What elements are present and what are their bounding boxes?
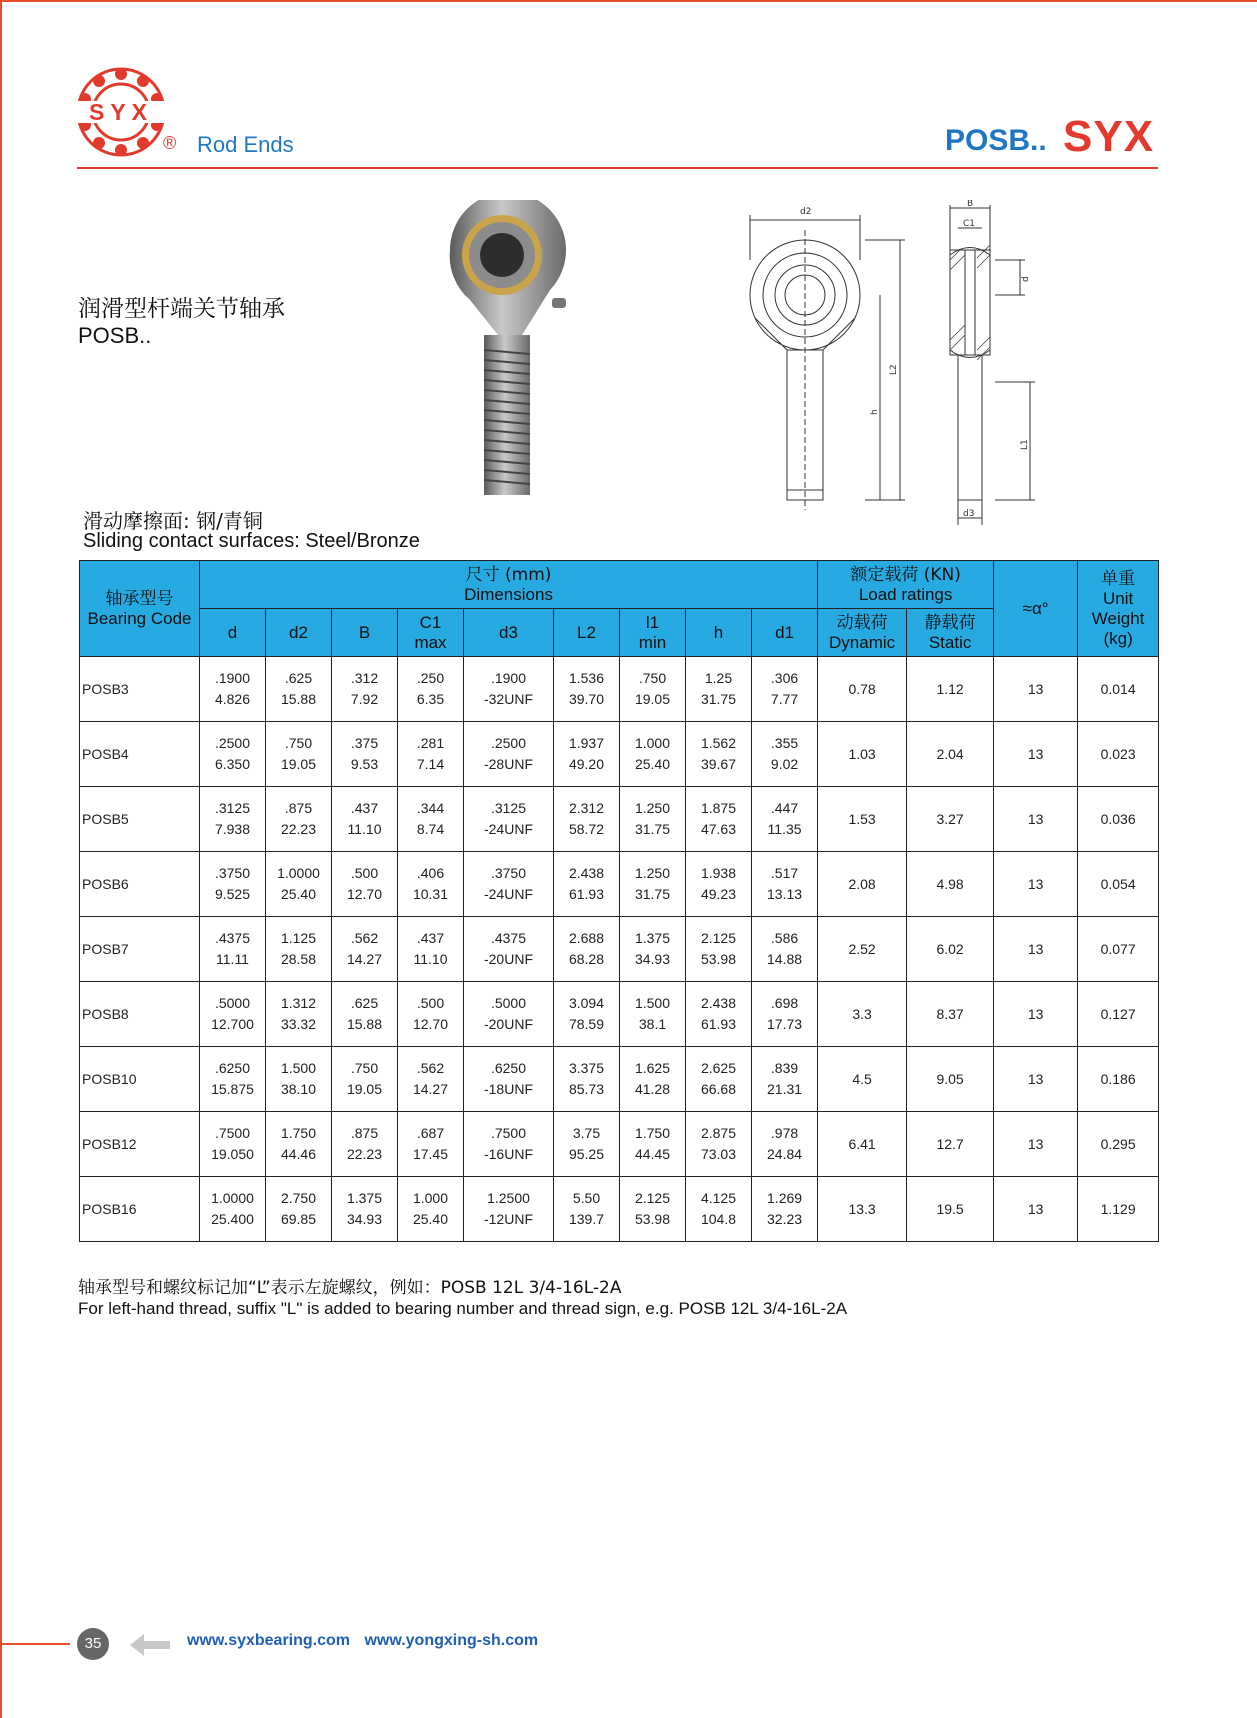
header-dynamic: 动载荷 Dynamic [818, 609, 907, 657]
cell-C1: .562 14.27 [398, 1047, 464, 1112]
cell-C1: .500 12.70 [398, 982, 464, 1047]
cell-d2: 1.0000 25.40 [266, 852, 332, 917]
svg-text:SYX: SYX [88, 99, 154, 125]
cell-d2: 1.125 28.58 [266, 917, 332, 982]
cell-weight: 0.054 [1078, 852, 1159, 917]
label-L1: L1 [1020, 439, 1030, 450]
table-row [80, 657, 1159, 722]
page-number: 35 [77, 1628, 109, 1660]
cell-d2: .875 22.23 [266, 787, 332, 852]
cell-h: 2.125 53.98 [686, 917, 752, 982]
cell-L2: 5.50 139.7 [554, 1177, 620, 1242]
website-link-yongxing[interactable]: www.yongxing-sh.com [364, 1632, 539, 1649]
bearing-code-cell: POSB6 [80, 852, 200, 917]
cell-h: 1.562 39.67 [686, 722, 752, 787]
cell-d3: .3125 -24UNF [464, 787, 554, 852]
cell-d1: .698 17.73 [752, 982, 818, 1047]
cell-stat: 8.37 [907, 982, 994, 1047]
cell-d1: .978 24.84 [752, 1112, 818, 1177]
cell-B: .375 9.53 [332, 722, 398, 787]
table-row [80, 787, 1159, 852]
product-title-en: POSB.. [78, 323, 152, 348]
cell-h: 1.875 47.63 [686, 787, 752, 852]
cell-d1: .517 13.13 [752, 852, 818, 917]
cell-stat: 19.5 [907, 1177, 994, 1242]
footer-rule [0, 1643, 70, 1645]
cell-dyn: 6.41 [818, 1112, 907, 1177]
cell-d2: 2.750 69.85 [266, 1177, 332, 1242]
cell-dyn: 4.5 [818, 1047, 907, 1112]
technical-drawing [745, 200, 1055, 530]
cell-L2: 2.688 68.28 [554, 917, 620, 982]
contact-surface-cn: 滑动摩擦面: 钢/青铜 [83, 509, 263, 533]
registered-mark: ® [163, 133, 177, 153]
bearing-code-cell: POSB12 [80, 1112, 200, 1177]
cell-stat: 1.12 [907, 657, 994, 722]
cell-d: .1900 4.826 [200, 657, 266, 722]
cell-d1: .447 11.35 [752, 787, 818, 852]
bearing-code-cell: POSB4 [80, 722, 200, 787]
header-h: h [686, 609, 752, 657]
cell-d3: 1.2500 -12UNF [464, 1177, 554, 1242]
contact-surface-en: Sliding contact surfaces: Steel/Bronze [83, 530, 420, 552]
cell-dyn: 2.52 [818, 917, 907, 982]
cell-d3: .1900 -32UNF [464, 657, 554, 722]
cell-stat: 4.98 [907, 852, 994, 917]
cell-B: 1.375 34.93 [332, 1177, 398, 1242]
cell-L2: 1.536 39.70 [554, 657, 620, 722]
header-d: d [200, 609, 266, 657]
cell-l1: 1.375 34.93 [620, 917, 686, 982]
header-weight: 单重 Unit Weight (kg) [1078, 561, 1159, 657]
header-alpha: ≈α° [994, 561, 1078, 657]
cell-L2: 2.438 61.93 [554, 852, 620, 917]
cell-d: 1.0000 25.400 [200, 1177, 266, 1242]
header-static: 静载荷 Static [907, 609, 994, 657]
cell-stat: 12.7 [907, 1112, 994, 1177]
header-bearing-code: 轴承型号 Bearing Code [80, 561, 200, 657]
cell-weight: 1.129 [1078, 1177, 1159, 1242]
table-row [80, 722, 1159, 787]
cell-alpha: 13 [994, 722, 1078, 787]
header-d1: d1 [752, 609, 818, 657]
cell-d: .5000 12.700 [200, 982, 266, 1047]
cell-d1: .839 21.31 [752, 1047, 818, 1112]
left-hand-note-cn: 轴承型号和螺纹标记加“L”表示左旋螺纹，例如：POSB 12L 3/4-16L-2A [78, 1278, 622, 1298]
cell-d3: .5000 -20UNF [464, 982, 554, 1047]
cell-weight: 0.036 [1078, 787, 1159, 852]
bearing-code-cell: POSB8 [80, 982, 200, 1047]
cell-d1: .586 14.88 [752, 917, 818, 982]
footer-urls [187, 1632, 548, 1650]
label-d3: d3 [963, 509, 975, 519]
cell-alpha: 13 [994, 1177, 1078, 1242]
cell-d3: .2500 -28UNF [464, 722, 554, 787]
cell-d3: .7500 -16UNF [464, 1112, 554, 1177]
cell-B: .875 22.23 [332, 1112, 398, 1177]
cell-d: .7500 19.050 [200, 1112, 266, 1177]
spec-table [79, 560, 1159, 1242]
cell-l1: 1.000 25.40 [620, 722, 686, 787]
cell-C1: .437 11.10 [398, 917, 464, 982]
label-C1: C1 [963, 219, 976, 229]
cell-d1: .306 7.77 [752, 657, 818, 722]
cell-l1: 1.250 31.75 [620, 852, 686, 917]
cell-C1: .250 6.35 [398, 657, 464, 722]
cell-d1: 1.269 32.23 [752, 1177, 818, 1242]
cell-alpha: 13 [994, 917, 1078, 982]
cell-d: .2500 6.350 [200, 722, 266, 787]
cell-d2: 1.500 38.10 [266, 1047, 332, 1112]
cell-weight: 0.014 [1078, 657, 1159, 722]
cell-B: .437 11.10 [332, 787, 398, 852]
cell-d: .4375 11.11 [200, 917, 266, 982]
cell-B: .312 7.92 [332, 657, 398, 722]
cell-d1: .355 9.02 [752, 722, 818, 787]
cell-l1: 2.125 53.98 [620, 1177, 686, 1242]
header-d3: d3 [464, 609, 554, 657]
cell-B: .562 14.27 [332, 917, 398, 982]
bearing-code-cell: POSB5 [80, 787, 200, 852]
table-row [80, 982, 1159, 1047]
cell-d: .3125 7.938 [200, 787, 266, 852]
cell-dyn: 13.3 [818, 1177, 907, 1242]
cell-L2: 3.375 85.73 [554, 1047, 620, 1112]
section-title: Rod Ends [197, 132, 294, 157]
cell-dyn: 3.3 [818, 982, 907, 1047]
left-border [0, 0, 2, 1718]
cell-d2: 1.750 44.46 [266, 1112, 332, 1177]
left-hand-note-en: For left-hand thread, suffix "L" is added to bearing number and thread sign, e.g. POSB 12L 3/4-16L-2A [78, 1299, 848, 1318]
cell-B: .625 15.88 [332, 982, 398, 1047]
bearing-code-cell: POSB3 [80, 657, 200, 722]
cell-alpha: 13 [994, 982, 1078, 1047]
cell-dyn: 2.08 [818, 852, 907, 917]
product-title-cn: 润滑型杆端关节轴承 [78, 296, 285, 322]
cell-l1: 1.750 44.45 [620, 1112, 686, 1177]
cell-L2: 2.312 58.72 [554, 787, 620, 852]
bearing-code-cell: POSB16 [80, 1177, 200, 1242]
header-L2: L2 [554, 609, 620, 657]
cell-stat: 6.02 [907, 917, 994, 982]
cell-C1: .344 8.74 [398, 787, 464, 852]
cell-h: 4.125 104.8 [686, 1177, 752, 1242]
label-d2: d2 [800, 207, 812, 217]
table-row [80, 917, 1159, 982]
cell-stat: 2.04 [907, 722, 994, 787]
cell-stat: 9.05 [907, 1047, 994, 1112]
top-border [0, 0, 1257, 2]
header-d2: d2 [266, 609, 332, 657]
cell-L2: 3.094 78.59 [554, 982, 620, 1047]
syx-logo [74, 64, 177, 160]
cell-l1: 1.250 31.75 [620, 787, 686, 852]
cell-alpha: 13 [994, 787, 1078, 852]
label-B: B [967, 200, 974, 209]
bearing-code-cell: POSB7 [80, 917, 200, 982]
cell-dyn: 1.03 [818, 722, 907, 787]
cell-weight: 0.295 [1078, 1112, 1159, 1177]
cell-d: .6250 15.875 [200, 1047, 266, 1112]
cell-alpha: 13 [994, 852, 1078, 917]
cell-C1: .687 17.45 [398, 1112, 464, 1177]
cell-h: 2.875 73.03 [686, 1112, 752, 1177]
cell-C1: .281 7.14 [398, 722, 464, 787]
rod-end-photo [430, 200, 590, 500]
cell-weight: 0.077 [1078, 917, 1159, 982]
cell-d: .3750 9.525 [200, 852, 266, 917]
cell-B: .500 12.70 [332, 852, 398, 917]
header-load-ratings: 额定载荷 (KN) Load ratings [818, 561, 994, 609]
website-link-syxbearing[interactable]: www.syxbearing.com [187, 1632, 351, 1649]
cell-h: 2.625 66.68 [686, 1047, 752, 1112]
cell-L2: 3.75 95.25 [554, 1112, 620, 1177]
header-C1: C1 max [398, 609, 464, 657]
label-h: h [870, 409, 880, 415]
header-dimensions: 尺寸 (mm) Dimensions [200, 561, 818, 609]
cell-B: .750 19.05 [332, 1047, 398, 1112]
brand-name: SYX [1063, 112, 1155, 161]
table-row [80, 1112, 1159, 1177]
cell-alpha: 13 [994, 1112, 1078, 1177]
cell-l1: 1.500 38.1 [620, 982, 686, 1047]
cell-h: 2.438 61.93 [686, 982, 752, 1047]
cell-alpha: 13 [994, 1047, 1078, 1112]
series-code: POSB.. [945, 124, 1047, 157]
cell-d2: .625 15.88 [266, 657, 332, 722]
cell-alpha: 13 [994, 657, 1078, 722]
cell-weight: 0.186 [1078, 1047, 1159, 1112]
back-arrow-icon [128, 1632, 172, 1658]
cell-stat: 3.27 [907, 787, 994, 852]
table-row [80, 1047, 1159, 1112]
spec-table-body [80, 657, 1159, 1242]
table-row [80, 1177, 1159, 1242]
label-L2: L2 [889, 364, 899, 375]
cell-d3: .3750 -24UNF [464, 852, 554, 917]
cell-l1: 1.625 41.28 [620, 1047, 686, 1112]
cell-h: 1.938 49.23 [686, 852, 752, 917]
label-d: d [1021, 276, 1031, 282]
cell-C1: .406 10.31 [398, 852, 464, 917]
cell-d3: .6250 -18UNF [464, 1047, 554, 1112]
cell-L2: 1.937 49.20 [554, 722, 620, 787]
header-divider [77, 167, 1158, 169]
cell-dyn: 0.78 [818, 657, 907, 722]
cell-d2: 1.312 33.32 [266, 982, 332, 1047]
cell-l1: .750 19.05 [620, 657, 686, 722]
cell-d2: .750 19.05 [266, 722, 332, 787]
cell-weight: 0.023 [1078, 722, 1159, 787]
bearing-code-cell: POSB10 [80, 1047, 200, 1112]
cell-C1: 1.000 25.40 [398, 1177, 464, 1242]
header-l1: l1 min [620, 609, 686, 657]
cell-weight: 0.127 [1078, 982, 1159, 1047]
cell-dyn: 1.53 [818, 787, 907, 852]
table-row [80, 852, 1159, 917]
header-B: B [332, 609, 398, 657]
cell-d3: .4375 -20UNF [464, 917, 554, 982]
cell-h: 1.25 31.75 [686, 657, 752, 722]
